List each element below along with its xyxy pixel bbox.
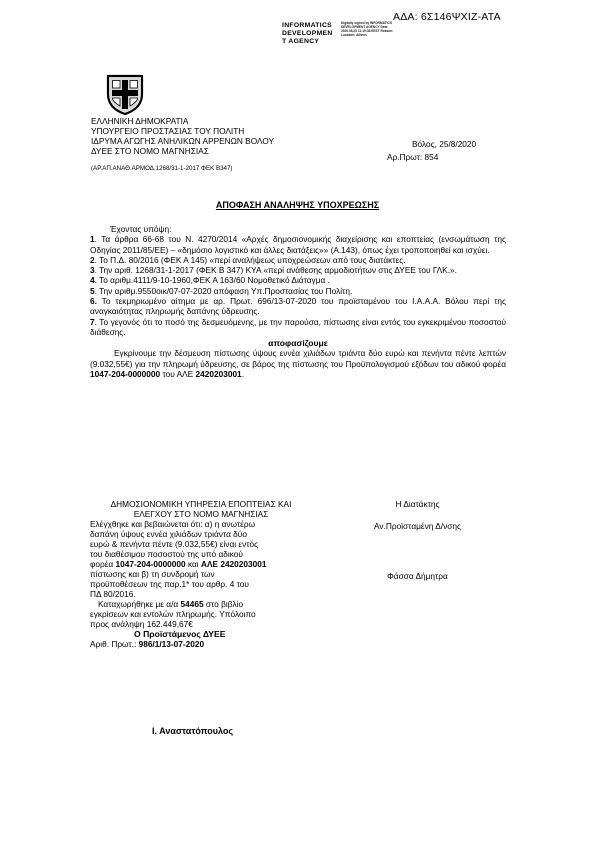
verify-line: πίστωσης και β) τη συνδρομή των: [90, 569, 215, 579]
and-label: και: [185, 559, 201, 569]
clause-number: 3: [90, 265, 95, 276]
clause-text: . Την αριθ. 1268/31-1-2017 (ΦΕΚ Β 347) ΚΥΑ «περί ανάθεσης αρμοδιοτήτων στις ΔΥΕΕ του ΓΛΚ.».: [94, 265, 457, 276]
registration-line: [90, 599, 312, 609]
authority-reference: (ΑΡ.ΑΠ.ΑΝΑΘ.ΑΡΜΟΔ.1268/31-1-2017 ΦΕΚ Β347): [91, 165, 233, 172]
fiscal-service-verification: [90, 499, 312, 649]
verify-line: ευρώ & πενήντα πέντε (9.032,55€) είναι εντός: [90, 539, 259, 549]
document-title: ΑΠΟΦΑΣΗ ΑΝΑΛΗΨΗΣ ΥΠΟΧΡΕΩΣΗΣ: [215, 200, 380, 210]
sentence-end: .: [241, 368, 244, 379]
issuer-header: [91, 116, 274, 156]
registration-line: προς ανάληψη 162.449,67€: [90, 619, 193, 629]
issuer-line: ΥΠΟΥΡΓΕΙΟ ΠΡΟΣΤΑΣΙΑΣ ΤΟΥ ΠΟΛΙΤΗ: [91, 126, 245, 136]
clause-item: [90, 234, 506, 255]
place-date: Βόλος, 25/8/2020: [412, 139, 477, 149]
signatory-name: Ι. Αναστατόπουλος: [152, 726, 234, 736]
clause-item: [90, 286, 506, 296]
entity-label: φορέα: [90, 559, 116, 569]
clause-item: [90, 275, 506, 285]
approval-text: [90, 348, 506, 379]
verify-line: του διαθέσιμου ποσοστού της υπό αδικού: [90, 549, 243, 559]
ada-code: ΑΔΑ: 6Σ146ΨΧΙΖ-ΑΤΑ: [393, 11, 501, 23]
clause-item: [90, 296, 506, 317]
clause-number: 4: [90, 275, 95, 286]
entity-code: 1047-204-0000000: [90, 368, 161, 379]
clause-number: 5: [90, 285, 95, 296]
clause-number: 6.: [90, 296, 97, 307]
issuer-line: ΙΔΡΥΜΑ ΑΓΩΓΗΣ ΑΝΗΛΙΚΩΝ ΑΡΡΕΝΩΝ ΒΟΛΟΥ: [91, 136, 275, 146]
clause-text: . Την αριθμ.9550οικ/07-07-2020 απόφαση Υπ.Προστασίας του Πολίτη.: [94, 285, 353, 296]
approval-sentence: Εγκρίνουμε την δέσμευση πίστωσης ύψους εννέα χιλιάδων τριάντα δύο ευρώ και πενήντα πέντε λεπτών (9.032,55€) για την πληρωμή ύδρευσης, σε βάρος της πίστωσης του Προϋπολογισμού εξόδων του αδικού φορέα: [90, 348, 506, 369]
verify-line: δαπάνη ύψους εννέα χιλιάδων τριάντα δύο: [90, 529, 247, 539]
ale-code: 2420203001: [195, 368, 242, 379]
authorizer-title: Η Διατάκτης: [395, 499, 440, 509]
verify-line: ΠΔ 80/2016.: [90, 589, 136, 599]
entity-code: 1047-204-0000000: [115, 559, 186, 569]
entity-line: [90, 559, 312, 569]
issuer-line: ΕΛΛΗΝΙΚΗ ΔΗΜΟΚΡΑΤΙΑ: [91, 116, 189, 126]
clause-text: Το τεκμηριωμένο αίτημα με αρ. Πρωτ. 696/13-07-2020 του προϊσταμένου του Ι.Α.Α.Α. Βόλου περί της αναγκαιότητας πληρωμής δαπάνης ύδρευσης.: [90, 296, 506, 317]
registration-number: 54465: [180, 599, 204, 609]
clause-item: [90, 265, 506, 275]
clause-number: 7: [90, 316, 95, 327]
ale-label: του ΑΛΕ: [160, 368, 196, 379]
clause-number: 1: [90, 234, 95, 245]
protocol-number: Αρ.Πρωτ: 854: [387, 152, 439, 162]
digital-signature-details: Digitally signed by INFORMATICS DEVELOPMENT AGENCY Date: 2020.08.25 11:19:38 EEST Reason: Location: Athens: [341, 21, 394, 37]
protocol-label: Αριθ. Πρωτ.:: [90, 639, 139, 649]
service-name: ΔΗΜΟΣΙΟΝΟΜΙΚΗ ΥΠΗΡΕΣΙΑ ΕΠΟΠΤΕΙΑΣ ΚΑΙ: [110, 499, 292, 509]
head-of-service-title: Ο Προϊστάμενος ΔΥΕΕ: [134, 629, 226, 639]
protocol-value: 986/1/13-07-2020: [138, 639, 205, 649]
registration-suffix: στο βιβλίο: [203, 599, 244, 609]
registration-prefix: Καταχωρήθηκε με α/α: [98, 599, 181, 609]
stamp-line: DEVELOPMEN: [282, 30, 333, 37]
decision-body: [90, 224, 506, 379]
clause-number: 2: [90, 254, 95, 265]
verification-protocol: [90, 639, 312, 649]
decision-heading: αποφασίζουμε: [268, 338, 328, 349]
considering-label: Έχοντας υπόψη:: [110, 224, 172, 234]
greek-emblem-icon: [104, 72, 146, 116]
issuer-line: ΔΥΕΕ ΣΤΟ ΝΟΜΟ ΜΑΓΝΗΣΙΑΣ: [91, 146, 209, 156]
service-name: ΕΛΕΓΧΟΥ ΣΤΟ ΝΟΜΟ ΜΑΓΝΗΣΙΑΣ: [133, 509, 269, 519]
stamp-line: T AGENCY: [282, 38, 320, 45]
registration-line: εγκρίσεων και εντολών πληρωμής. Υπόλοιπο: [90, 609, 256, 619]
authorizer-block: [330, 499, 505, 581]
authorizer-name: Φάσσα Δήμητρα: [387, 571, 448, 581]
digital-stamp-org: [282, 22, 333, 46]
clause-item: [90, 255, 506, 265]
clause-text: . Τα άρθρα 66-68 του Ν. 4270/2014 «Αρχές δημοσιονομικής διαχείρισης και εποπτείας (ενσωμάτωση της Οδηγίας 2011/85/ΕΕ) – «δημόσιο λογιστικό και άλλες διατάξεις»» (Α.143), όπως έχει τροποποιηθεί και ισχύει.: [90, 234, 506, 255]
verify-line: προϋποθέσεων της παρ.1* του αρθρ. 4 του: [90, 579, 249, 589]
clause-text: . Το αριθμ.4111/9-10-1960,ΦΕΚ Α 163/60 Νομοθετικό Διάταγμα .: [94, 275, 330, 286]
stamp-line: INFORMATICS: [282, 22, 332, 29]
ale-code: ΑΛΕ 2420203001: [200, 559, 267, 569]
clause-text: . Το γεγονός ότι το ποσό της δεσμευόμενης, με την παρούσα, πίστωσης είναι εντός του εγκεκριμένου ποσοστού διάθεσης.: [90, 316, 506, 337]
verify-line: Ελέγχθηκε και βεβαιώνεται ότι: α) η ανωτέρω: [90, 519, 256, 529]
clause-text: . Το Π.Δ. 80/2016 (ΦΕΚ Α 145) «περί αναλήψεως υποχρεώσεων από τους διατάκτες.: [94, 254, 406, 265]
clause-item: [90, 317, 506, 338]
authorizer-role: Αν.Προϊσταμένη Δ/νσης: [374, 521, 461, 531]
